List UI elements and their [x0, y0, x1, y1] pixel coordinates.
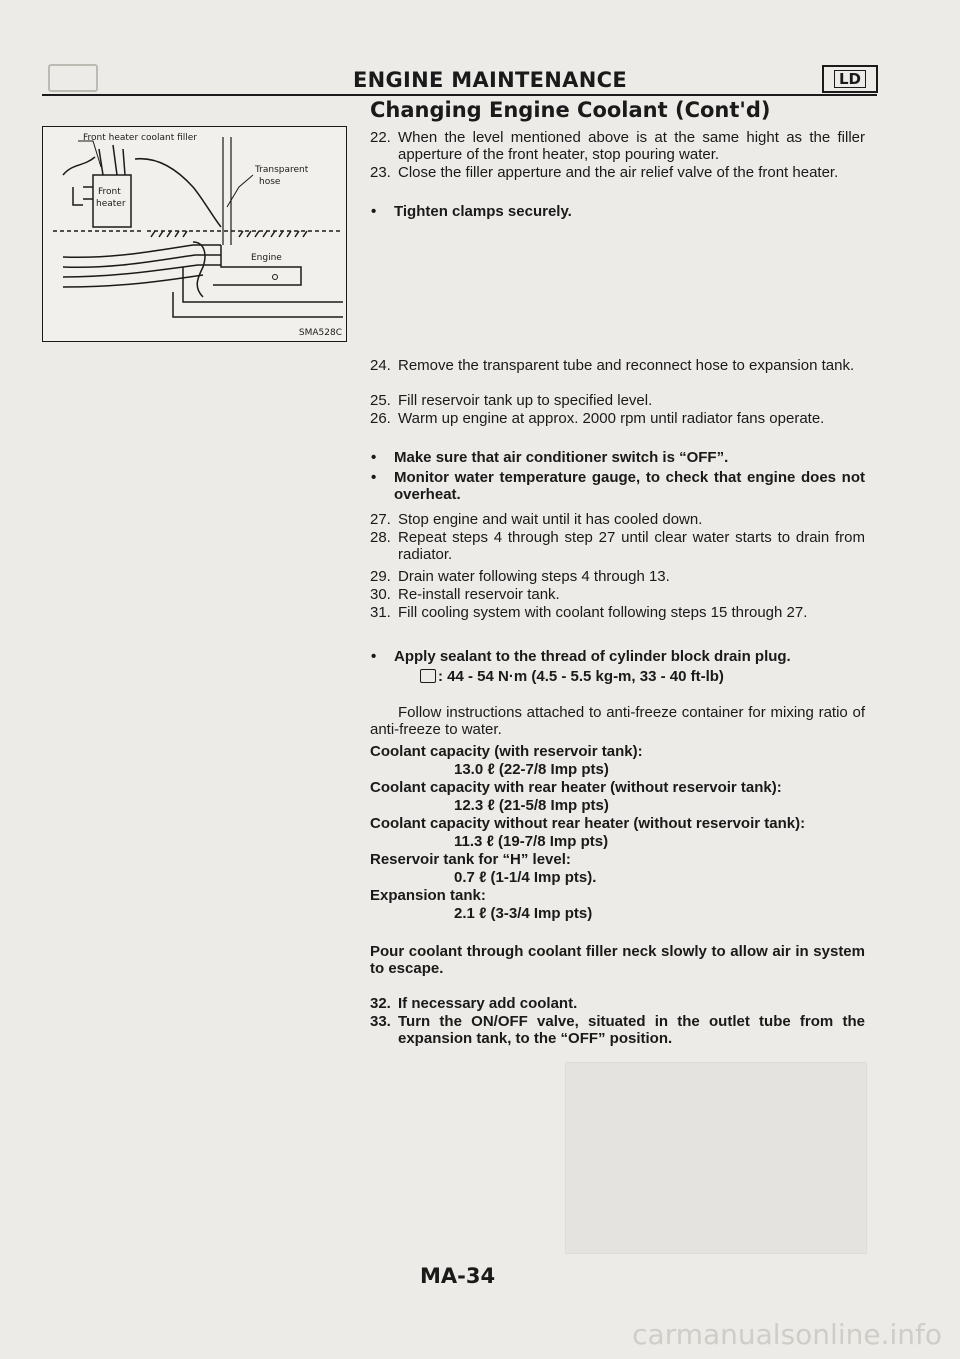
- bullet-dot: •: [371, 469, 377, 486]
- capacity-value-1: 13.0 ℓ (22-7/8 Imp pts): [454, 761, 609, 778]
- step-33: [370, 1013, 865, 1047]
- step-text: Turn the ON/OFF valve, situated in the outlet tube from the expansion tank, to the “OFF” position.: [398, 1013, 865, 1047]
- step-text: Fill cooling system with coolant following steps 15 through 27.: [398, 604, 808, 621]
- bullet-text: Tighten clamps securely.: [394, 203, 572, 220]
- step-25: [370, 392, 865, 409]
- step-number: 33.: [370, 1013, 391, 1030]
- watermark: carmanualsonline.info: [632, 1318, 942, 1351]
- step-30: [370, 586, 865, 603]
- torque-spec-text: : 44 - 54 N·m (4.5 - 5.5 kg-m, 33 - 40 ft-lb): [438, 668, 724, 685]
- figure-drawing: [43, 127, 346, 341]
- header-badge-label: LD: [834, 70, 866, 88]
- step-text: Re-install reservoir tank.: [398, 586, 560, 603]
- bullet-dot: •: [371, 648, 377, 665]
- step-number: 26.: [370, 410, 391, 427]
- label-front: Front: [98, 187, 121, 197]
- label-hose: hose: [259, 177, 281, 187]
- bleed-through-figure: [565, 1062, 867, 1254]
- header-title: ENGINE MAINTENANCE: [353, 68, 627, 92]
- section-title: Changing Engine Coolant (Cont'd): [370, 98, 771, 122]
- step-number: 29.: [370, 568, 391, 585]
- capacity-label-5: Expansion tank:: [370, 887, 486, 904]
- bullet-text: Apply sealant to the thread of cylinder block drain plug.: [394, 648, 791, 665]
- capacity-value-4: 0.7 ℓ (1-1/4 Imp pts).: [454, 869, 597, 886]
- step-31: [370, 604, 865, 621]
- header-left-tab: [48, 64, 98, 92]
- follow-instructions: Follow instructions attached to anti-freeze container for mixing ratio of anti-freeze to water.: [370, 704, 865, 738]
- bullet-tighten-clamps: [370, 203, 865, 220]
- step-number: 22.: [370, 129, 391, 146]
- label-transparent: Transparent: [255, 165, 309, 175]
- step-32: [370, 995, 865, 1012]
- step-text: Repeat steps 4 through step 27 until clear water starts to drain from radiator.: [398, 529, 865, 563]
- bullet-ac-off: [370, 449, 865, 466]
- step-text: Drain water following steps 4 through 13.: [398, 568, 670, 585]
- label-front-heater-filler: Front heater coolant filler: [83, 133, 197, 143]
- step-28: [370, 529, 865, 563]
- coolant-filler-figure: [42, 126, 347, 342]
- step-number: 23.: [370, 164, 391, 181]
- step-text: Remove the transparent tube and reconnect hose to expansion tank.: [398, 357, 855, 374]
- header-badge: [822, 65, 878, 93]
- step-number: 27.: [370, 511, 391, 528]
- step-24: [370, 357, 865, 374]
- step-text: When the level mentioned above is at the same hight as the filler apperture of the front heater, stop pouring water.: [398, 129, 865, 163]
- step-number: 32.: [370, 995, 391, 1012]
- page-number: MA-34: [420, 1264, 496, 1288]
- step-text: Stop engine and wait until it has cooled down.: [398, 511, 703, 528]
- bullet-monitor-temp: [370, 469, 865, 503]
- capacity-label-3: Coolant capacity without rear heater (without reservoir tank):: [370, 815, 806, 832]
- capacity-value-3: 11.3 ℓ (19-7/8 Imp pts): [454, 833, 609, 850]
- step-26: [370, 410, 865, 427]
- bullet-text: Make sure that air conditioner switch is “OFF”.: [394, 449, 729, 466]
- figure-id: SMA528C: [298, 328, 342, 338]
- torque-wrench-icon: [420, 669, 436, 683]
- step-22: [370, 129, 865, 163]
- step-29: [370, 568, 865, 585]
- capacity-value-2: 12.3 ℓ (21-5/8 Imp pts): [454, 797, 609, 814]
- capacity-label-1: Coolant capacity (with reservoir tank):: [370, 743, 643, 760]
- header-rule: [42, 94, 877, 96]
- step-text: Fill reservoir tank up to specified level.: [398, 392, 653, 409]
- step-number: 30.: [370, 586, 391, 603]
- label-heater: heater: [96, 199, 126, 209]
- bullet-dot: •: [371, 203, 377, 220]
- step-text: Close the filler apperture and the air relief valve of the front heater.: [398, 164, 839, 181]
- capacity-label-4: Reservoir tank for “H” level:: [370, 851, 571, 868]
- pour-coolant-note: Pour coolant through coolant filler neck slowly to allow air in system to escape.: [370, 943, 865, 977]
- capacity-value-5: 2.1 ℓ (3-3/4 Imp pts): [454, 905, 593, 922]
- step-23: [370, 164, 865, 181]
- step-text: Warm up engine at approx. 2000 rpm until radiator fans operate.: [398, 410, 825, 427]
- label-engine: Engine: [251, 253, 282, 263]
- bullet-text: Monitor water temperature gauge, to check that engine does not overheat.: [394, 469, 865, 503]
- torque-spec: [420, 668, 724, 685]
- step-27: [370, 511, 865, 528]
- bullet-apply-sealant: [370, 648, 865, 665]
- capacity-label-2: Coolant capacity with rear heater (without reservoir tank):: [370, 779, 782, 796]
- step-number: 28.: [370, 529, 391, 546]
- step-number: 31.: [370, 604, 391, 621]
- bullet-dot: •: [371, 449, 377, 466]
- step-number: 24.: [370, 357, 391, 374]
- step-text: If necessary add coolant.: [398, 995, 578, 1012]
- step-number: 25.: [370, 392, 391, 409]
